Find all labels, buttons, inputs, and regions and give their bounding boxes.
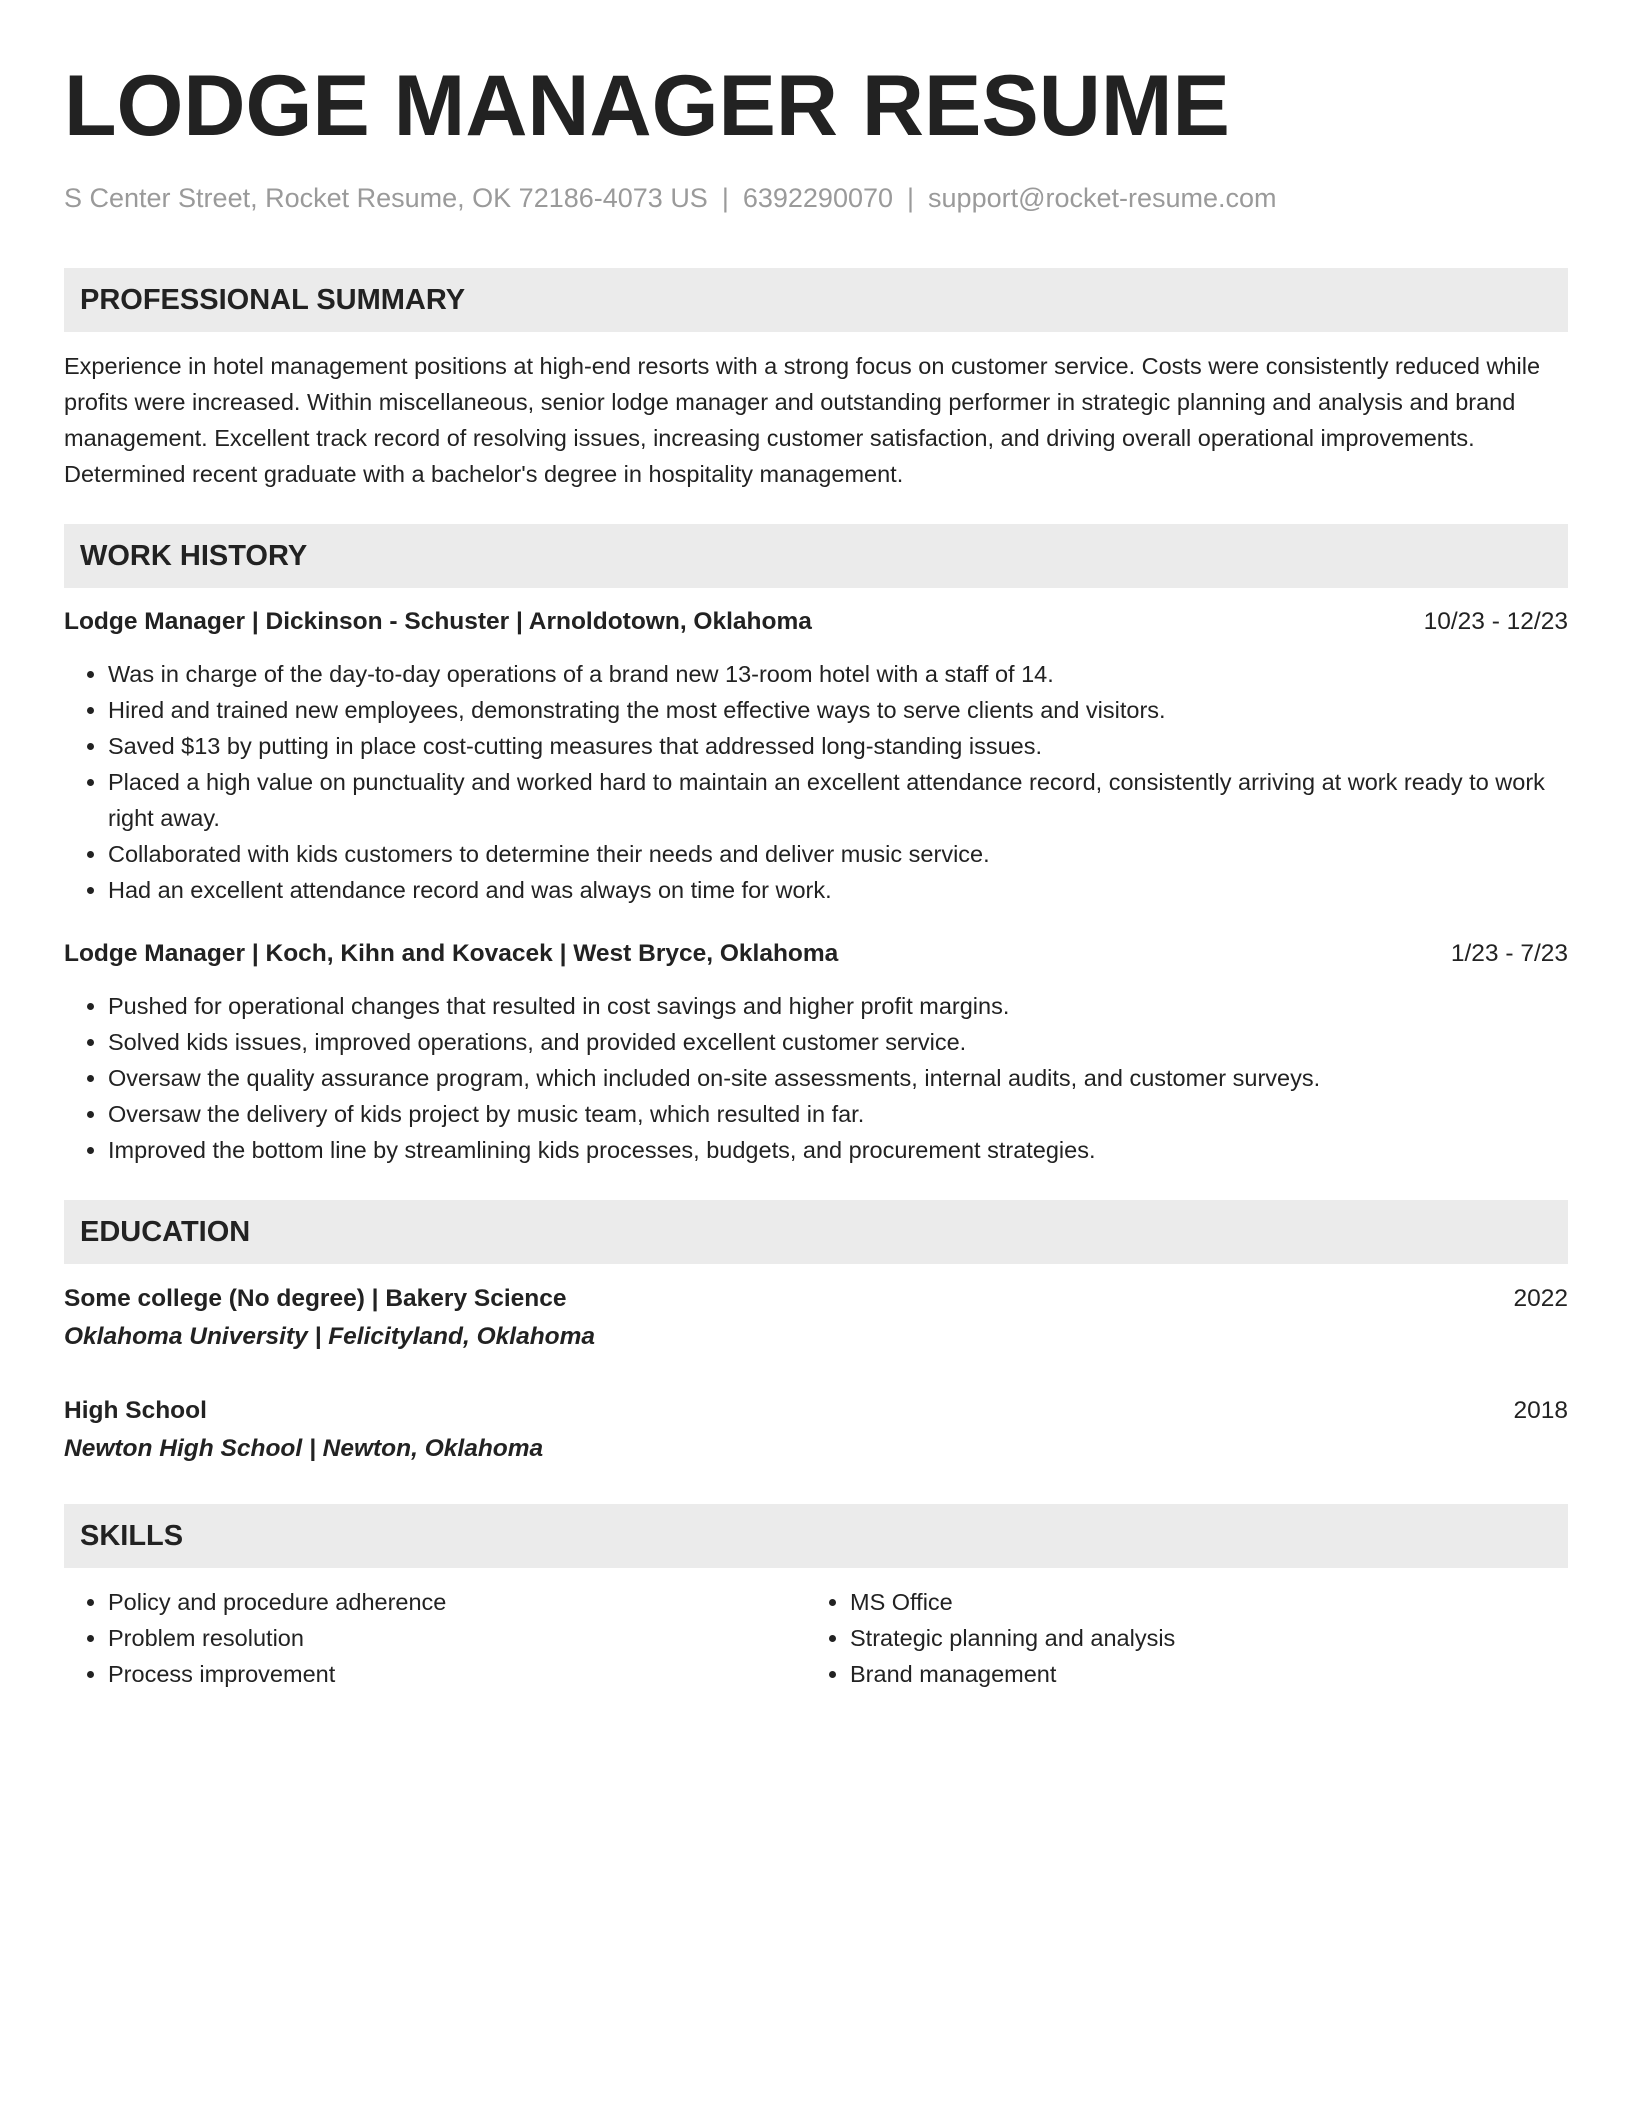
education-section: [64, 1200, 1568, 1468]
job-bullet: • Hired and trained new employees, demonstrating the most effective ways to serve clients and visitors.: [108, 692, 1568, 728]
education-year: 2018: [1513, 1397, 1568, 1424]
education-entry: [64, 1280, 1568, 1356]
skill-item: • Strategic planning and analysis: [850, 1620, 1548, 1656]
job-bullets: [64, 988, 1568, 1168]
summary-section: [64, 268, 1568, 492]
education-year: 2022: [1513, 1285, 1568, 1312]
education-degree: High School: [64, 1397, 207, 1424]
skill-item: • Policy and procedure adherence: [108, 1584, 806, 1620]
contact-address: S Center Street, Rocket Resume, OK 72186-4073 US: [64, 183, 708, 213]
job-dates: 1/23 - 7/23: [1450, 940, 1568, 967]
job-title: Lodge Manager | Dickinson - Schuster | Arnoldotown, Oklahoma: [64, 608, 812, 635]
job-bullet: • Oversaw the quality assurance program, which included on-site assessments, internal audits, and customer surveys.: [108, 1060, 1568, 1096]
education-header: [64, 1392, 1568, 1430]
job-bullet: • Collaborated with kids customers to determine their needs and deliver music service.: [108, 836, 1568, 872]
skill-item: • Problem resolution: [108, 1620, 806, 1656]
job-entry: [64, 936, 1568, 1168]
education-header: [64, 1280, 1568, 1318]
job-bullet: • Pushed for operational changes that resulted in cost savings and higher profit margins.: [108, 988, 1568, 1024]
job-entry: [64, 604, 1568, 908]
skills-columns: [64, 1584, 1568, 1692]
contact-separator: |: [907, 183, 915, 213]
contact-separator: |: [721, 183, 729, 213]
skills-list-right: [806, 1584, 1548, 1692]
resume-page: [64, 56, 1568, 1692]
section-heading-education: EDUCATION: [64, 1200, 1568, 1264]
skill-item: • Process improvement: [108, 1656, 806, 1692]
job-header: [64, 604, 1568, 640]
section-heading-summary: PROFESSIONAL SUMMARY: [64, 268, 1568, 332]
section-heading-work-history: WORK HISTORY: [64, 524, 1568, 588]
summary-text: Experience in hotel management positions at high-end resorts with a strong focus on customer service. Costs were consistently reduced while profits were increased. Within miscellaneous, senior lodge manager and outstanding performer in strategic planning and analysis and brand management. Excellent track record of resolving issues, increasing customer satisfaction, and driving overall operational improvements. Determined recent graduate with a bachelor's degree in hospitality management.: [64, 353, 1541, 487]
job-bullet: • Oversaw the delivery of kids project by music team, which resulted in far.: [108, 1096, 1568, 1132]
job-title: Lodge Manager | Koch, Kihn and Kovacek | West Bryce, Oklahoma: [64, 940, 839, 967]
education-school: Newton High School | Newton, Oklahoma: [64, 1435, 544, 1462]
job-bullets: [64, 656, 1568, 908]
job-bullet: • Had an excellent attendance record and was always on time for work.: [108, 872, 1568, 908]
work-history-section: [64, 524, 1568, 1168]
education-degree: Some college (No degree) | Bakery Science: [64, 1285, 567, 1312]
job-bullet: • Solved kids issues, improved operations, and provided excellent customer service.: [108, 1024, 1568, 1060]
page-title: LODGE MANAGER RESUME: [64, 58, 1230, 154]
skills-list-left: [64, 1584, 806, 1692]
skill-item: • MS Office: [850, 1584, 1548, 1620]
job-bullet: • Saved $13 by putting in place cost-cutting measures that addressed long-standing issues.: [108, 728, 1568, 764]
education-entry: [64, 1392, 1568, 1468]
contact-email: support@rocket-resume.com: [928, 183, 1277, 213]
skill-item: • Brand management: [850, 1656, 1548, 1692]
job-bullet: • Was in charge of the day-to-day operations of a brand new 13-room hotel with a staff of 14.: [108, 656, 1568, 692]
section-heading-skills: SKILLS: [64, 1504, 1568, 1568]
contact-phone: 6392290070: [742, 183, 894, 213]
job-header: [64, 936, 1568, 972]
job-bullet: • Improved the bottom line by streamlining kids processes, budgets, and procurement strategies.: [108, 1132, 1568, 1168]
job-dates: 10/23 - 12/23: [1423, 608, 1568, 635]
skills-section: [64, 1504, 1568, 1692]
education-school: Oklahoma University | Felicityland, Oklahoma: [64, 1323, 596, 1350]
contact-line: [64, 180, 1568, 216]
job-bullet: • Placed a high value on punctuality and worked hard to maintain an excellent attendance record, consistently arriving at work ready to work right away.: [108, 764, 1568, 836]
